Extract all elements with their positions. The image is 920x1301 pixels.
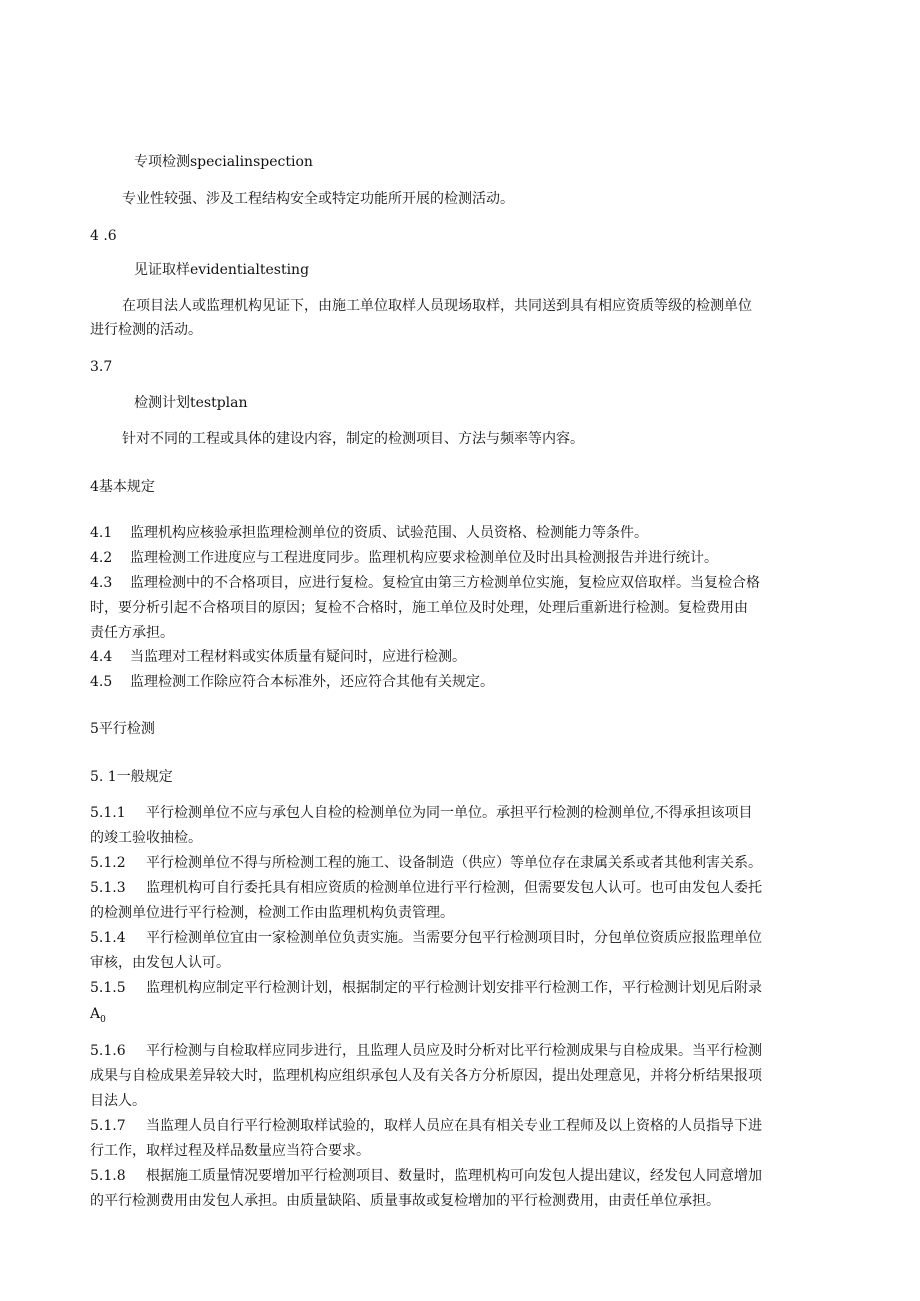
definition-evidential-line-1: 在项目法人或监理机构见证下，由施工单位取样人员现场取样，共同送到具有相应资质等级的检测单位: [122, 298, 752, 314]
clause-4-5-text: 监理检测工作除应符合本标准外，还应符合其他有关规定。: [130, 674, 494, 690]
clause-4-2-number: 4.2: [90, 550, 113, 566]
clause-5-1-1-line-2: 的竣工验收抽检。: [90, 830, 202, 846]
clause-4-1-text: 监理机构应核验承担监理检测单位的资质、试验范围、人员资格、检测能力等条件。: [130, 525, 648, 541]
clause-5-1-2: [90, 851, 830, 875]
clause-number-4-6: 4 .6: [90, 228, 117, 244]
clause-5-1-7-number: 5.1.7: [90, 1118, 126, 1134]
clause-5-1-5-text-1: 监理机构应制定平行检测计划，根据制定的平行检测计划安排平行检测工作，平行检测计划见后附录: [146, 980, 762, 996]
clause-5-1-7-text-1: 当监理人员自行平行检测取样试验的，取样人员应在具有相关专业工程师及以上资格的人员指导下进: [146, 1118, 762, 1134]
clause-5-1-6-text-1: 平行检测与自检取样应同步进行，且监理人员应及时分析对比平行检测成果与自检成果。当平行检测: [146, 1043, 762, 1059]
clause-5-1-5-line-1: [90, 976, 830, 1000]
clause-5-1-4-line-1: [90, 926, 830, 950]
clause-5-1-2-number: 5.1.2: [90, 855, 126, 871]
clause-5-1-6-line-1: [90, 1039, 830, 1063]
clause-4-1: [90, 521, 830, 545]
clause-5-1-8-line-2: 的平行检测费用由发包人承担。由质量缺陷、质量事故或复检增加的平行检测费用，由责任单位承担。: [90, 1193, 720, 1209]
clause-5-1-7-line-1: [90, 1114, 830, 1138]
clause-4-3-line-1: [90, 571, 830, 595]
clause-4-5: [90, 670, 830, 694]
clause-5-1-8-number: 5.1.8: [90, 1168, 126, 1184]
term-test-plan: 检测计划testplan: [134, 395, 248, 411]
appendix-subscript: 0: [100, 1014, 106, 1025]
clause-5-1-6-line-2: 成果与自检成果差异较大时，监理机构应组织承包人及有关各方分析原因，提出处理意见，并将分析结果报项: [90, 1068, 762, 1084]
clause-5-1-3-text-1: 监理机构可自行委托具有相应资质的检测单位进行平行检测，但需要发包人认可。也可由发包人委托: [146, 880, 762, 896]
clause-5-1-4-number: 5.1.4: [90, 930, 126, 946]
clause-4-2: [90, 546, 830, 570]
definition-test-plan: 针对不同的工程或具体的建设内容，制定的检测项目、方法与频率等内容。: [122, 431, 584, 447]
term-evidential-testing: 见证取样evidentialtesting: [134, 262, 310, 278]
clause-5-1-8-text-1: 根据施工质量情况要增加平行检测项目、数量时，监理机构可向发包人提出建议，经发包人同意增加: [146, 1168, 762, 1184]
clause-5-1-6-number: 5.1.6: [90, 1043, 126, 1059]
appendix-letter: A: [90, 1006, 101, 1022]
definition-special-inspection: 专业性较强、涉及工程结构安全或特定功能所开展的检测活动。: [122, 191, 514, 207]
clause-5-1-5-line-2: [90, 1002, 830, 1032]
clause-5-1-2-text: 平行检测单位不得与所检测工程的施工、设备制造（供应）等单位存在隶属关系或者其他利害关系。: [146, 855, 762, 871]
clause-4-4-text: 当监理对工程材料或实体质量有疑问时，应进行检测。: [130, 649, 466, 665]
clause-4-2-text: 监理检测工作进度应与工程进度同步。监理机构应要求检测单位及时出具检测报告并进行统计。: [130, 550, 718, 566]
clause-4-1-number: 4.1: [90, 525, 113, 541]
term-special-inspection: 专项检测specialinspection: [134, 154, 313, 170]
clause-5-1-7-line-2: 行工作，取样过程及样品数量应当符合要求。: [90, 1143, 370, 1159]
definition-evidential-line-2: 进行检测的活动。: [90, 322, 202, 338]
clause-5-1-4-text-1: 平行检测单位宜由一家检测单位负责实施。当需要分包平行检测项目时，分包单位资质应报监理单位: [146, 930, 762, 946]
clause-4-3-text-1: 监理检测中的不合格项目，应进行复检。复检宜由第三方检测单位实施，复检应双倍取样。当复检合格: [130, 575, 760, 591]
clause-4-3-line-3: 责任方承担。: [90, 625, 174, 641]
clause-5-1-1-line-1: [90, 801, 830, 825]
clause-5-1-3-line-1: [90, 876, 830, 900]
clause-5-1-5-number: 5.1.5: [90, 980, 126, 996]
clause-4-4-number: 4.4: [90, 649, 113, 665]
clause-5-1-6-line-3: 目法人。: [90, 1093, 146, 1109]
section-5-1-title: 5. 1一般规定: [90, 769, 173, 785]
clause-4-3-line-2: 时，要分析引起不合格项目的原因；复检不合格时，施工单位及时处理，处理后重新进行检测。复检费用由: [90, 600, 748, 616]
clause-5-1-4-line-2: 审核，由发包人认可。: [90, 955, 230, 971]
section-4-title: 4基本规定: [90, 479, 155, 495]
clause-5-1-3-line-2: 的检测单位进行平行检测，检测工作由监理机构负责管理。: [90, 905, 454, 921]
clause-5-1-1-number: 5.1.1: [90, 805, 126, 821]
section-5-title: 5平行检测: [90, 721, 155, 737]
clause-5-1-8-line-1: [90, 1164, 830, 1188]
clause-4-4: [90, 645, 830, 669]
clause-4-3-number: 4.3: [90, 575, 113, 591]
clause-4-5-number: 4.5: [90, 674, 113, 690]
clause-number-3-7: 3.7: [90, 359, 113, 375]
clause-5-1-3-number: 5.1.3: [90, 880, 126, 896]
clause-5-1-1-text-1: 平行检测单位不应与承包人自检的检测单位为同一单位。承担平行检测的检测单位,不得承担该项目: [146, 805, 753, 821]
